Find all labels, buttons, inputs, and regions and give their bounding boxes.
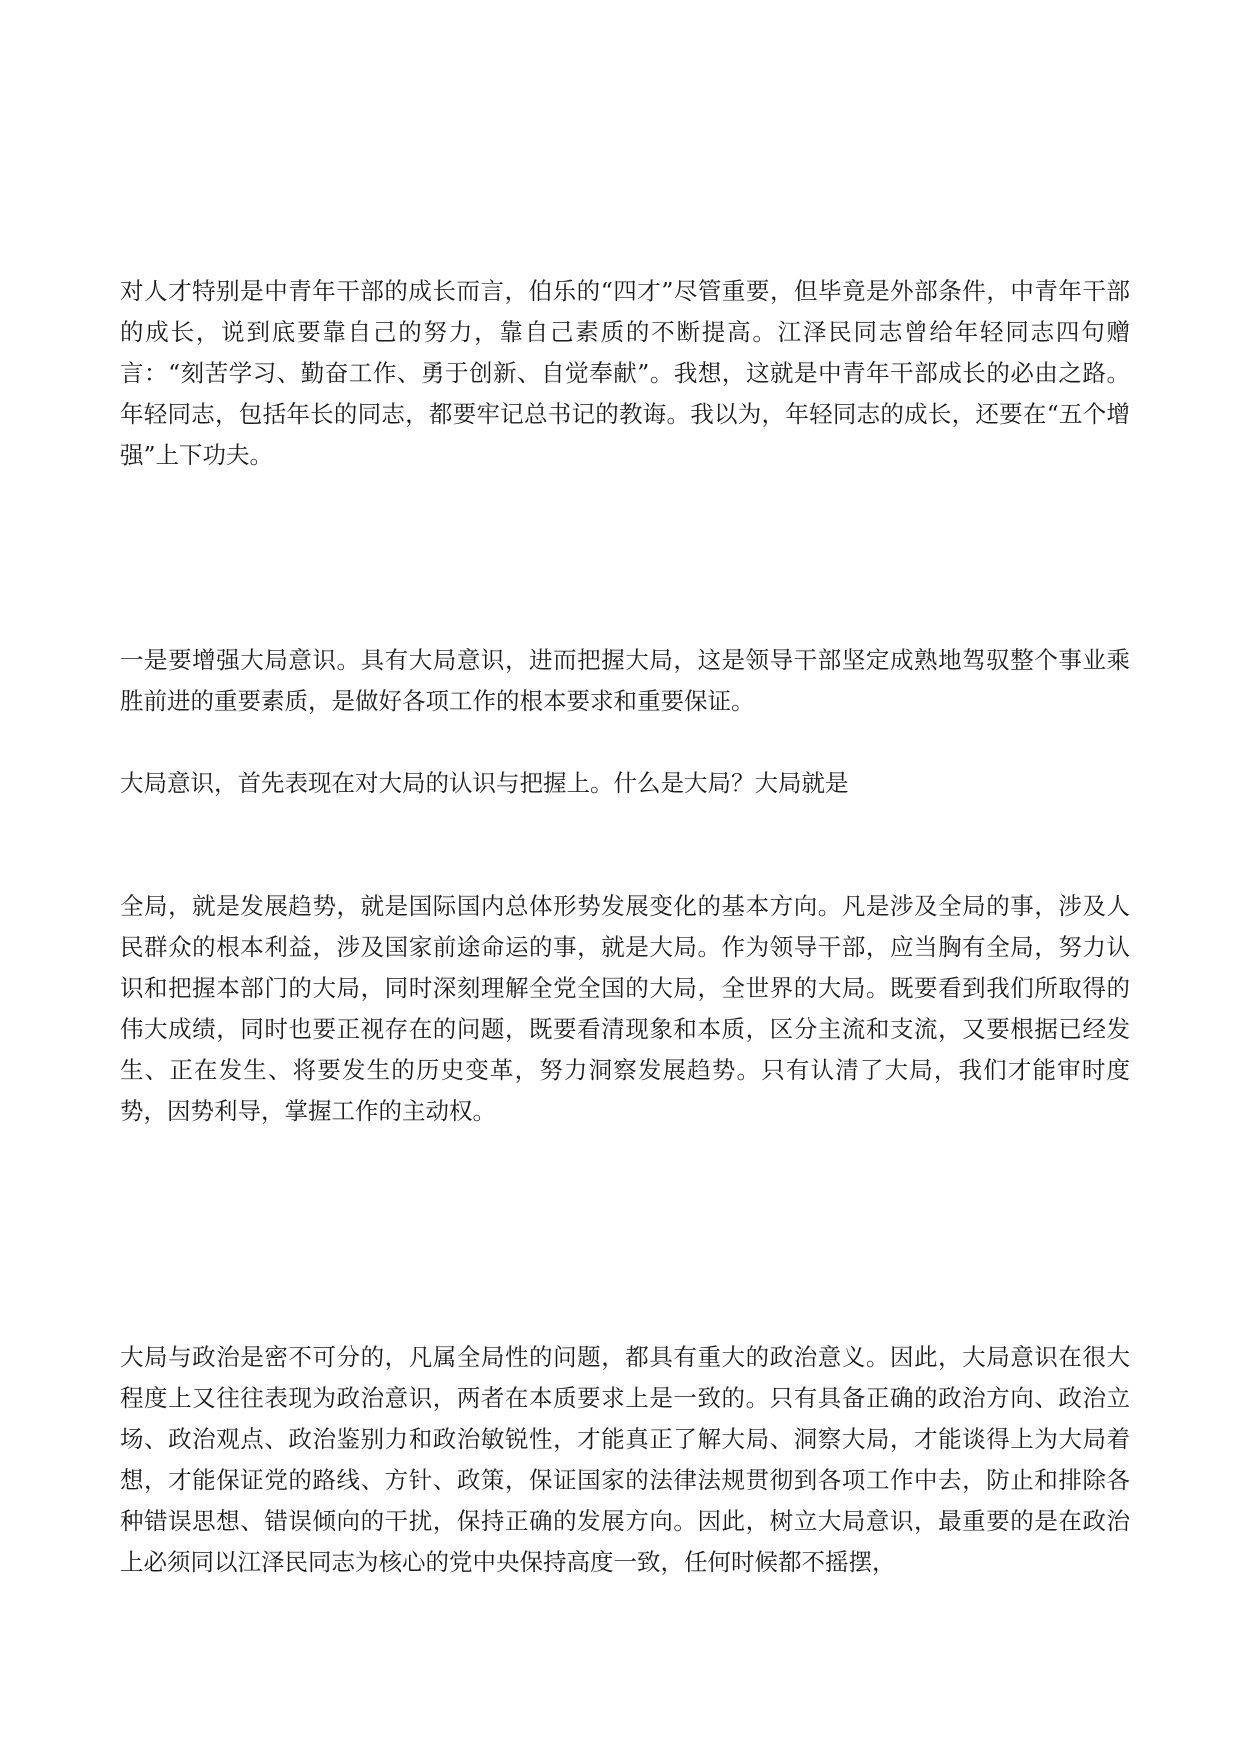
paragraph-big-picture-overall: 全局，就是发展趋势，就是国际国内总体形势发展变化的基本方向。凡是涉及全局的事，涉及人民群众的根本利益，涉及国家前途命运的事，就是大局。作为领导干部，应当胸有全局，努力认识和把握本部门的大局，同时深刻理解全党全国的大局，全世界的大局。既要看到我们所取得的伟大成绩，同时也要正视存在的问题，既要看清现象和本质，区分主流和支流，又要根据已经发生、正在发生、将要发生的历史变革，努力洞察发展趋势。只有认清了大局，我们才能审时度势，因势利导，掌握工作的主动权。	[120, 892, 1130, 1125]
paragraph-point-one: 一是要增强大局意识。具有大局意识，进而把握大局，这是领导干部坚定成熟地驾驭整个事业乘胜前进的重要素质，是做好各项工作的根本要求和重要保证。	[120, 646, 1130, 715]
document-page	[120, 0, 1130, 1753]
paragraph-big-picture-politics: 大局与政治是密不可分的，凡属全局性的问题，都具有重大的政治意义。因此，大局意识在很大程度上又往往表现为政治意识，两者在本质要求上是一致的。只有具备正确的政治方向、政治立场、政治观点、政治鉴别力和政治敏锐性，才能真正了解大局、洞察大局，才能谈得上为大局着想，才能保证党的路线、方针、政策，保证国家的法律法规贯彻到各项工作中去，防止和排除各种错误思想、错误倾向的干扰，保持正确的发展方向。因此，树立大局意识，最重要的是在政治上必须同以江泽民同志为核心的党中央保持高度一致，任何时候都不摇摆，	[120, 1343, 1130, 1576]
paragraph-big-picture-definition: 大局意识，首先表现在对大局的认识与把握上。什么是大局？大局就是	[120, 769, 849, 797]
paragraph-intro: 对人才特别是中青年干部的成长而言，伯乐的“四才”尽管重要，但毕竟是外部条件，中青年干部的成长，说到底要靠自己的努力，靠自己素质的不断提高。江泽民同志曾给年轻同志四句赠言：“刻苦学习、勤奋工作、勇于创新、自觉奉献”。我想，这就是中青年干部成长的必由之路。年轻同志，包括年长的同志，都要牢记总书记的教诲。我以为，年轻同志的成长，还要在“五个增强”上下功夫。	[120, 277, 1130, 469]
